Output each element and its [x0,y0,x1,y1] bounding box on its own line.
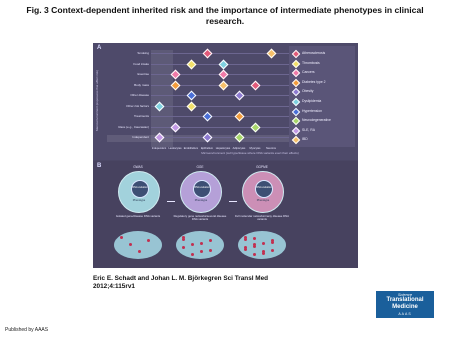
figure-title: Fig. 3 Context-dependent inherited risk and the importance of intermediate phenotypes in clinical research. [26,5,424,26]
row-label: Other disease [130,93,149,97]
column-label: Myocytes [249,147,261,150]
highlight-column [151,50,173,147]
panel-a-x-axis-label: Microenvironment (cell type/tissue where DNA variants exert their effects) [201,151,299,155]
panel-b-column-note: Regulatory gene networks/several disease DNA variants [173,214,227,222]
panel-b [93,161,358,268]
panel-b-column-note: Isolated gene/disease DNA variants [115,214,161,218]
panel-a-letter: A [97,45,102,51]
panel-b-letter: B [97,163,102,169]
panel-b-column-head: GGPME [256,165,268,169]
variant-dot [182,238,185,241]
panel-b-column [171,165,229,265]
disease-diamond [251,80,261,90]
legend-swatch [292,98,300,106]
logo-medicine: Medicine [392,304,418,310]
variant-dot [253,245,256,248]
panel-a [93,43,358,160]
legend-swatch [292,79,300,87]
variant-dot [191,243,194,246]
legend [289,46,355,147]
citation-reference: 2012;4:115rv1 [93,283,135,290]
legend-item [293,88,355,95]
column-label: Adipocytes [232,147,246,150]
row-label: Body mass [134,82,149,87]
legend-label: Dyslipidemia [302,99,322,103]
column-label: Leukocytes [168,147,182,150]
legend-item [293,117,355,124]
phenotype-label: Phenotype [256,199,270,202]
legend-label: Thrombosis [302,60,320,65]
variant-dot [209,249,212,252]
variant-dot [253,237,256,240]
legend-item [293,79,355,86]
legend-label: Obesity [302,89,314,94]
legend-swatch [292,50,300,58]
disease-diamond [219,70,229,80]
disease-diamond [235,112,245,122]
legend-swatch [292,136,300,144]
column-label: Endothelium [183,147,199,150]
legend-label: Diabetes type 2 [302,79,326,84]
legend-label: SLE, RA [302,127,316,132]
variant-dot [147,239,150,242]
dna-variation-node [255,180,273,198]
variant-dot [253,253,256,256]
dna-variation-node [193,180,211,198]
row-label: Smoking [137,51,149,55]
figure-image [93,43,358,268]
legend-label: IBD [302,137,308,142]
row-label: Food intake [133,61,149,66]
variant-dot [129,243,132,246]
journal-logo [376,291,434,318]
disease-diamond [219,59,229,69]
dna-variation-node [131,180,149,198]
variant-dot [200,250,203,253]
disease-diamond [203,112,213,122]
legend-label: Neurodegenerative [302,118,331,123]
variant-dot [191,253,194,256]
logo-science: Science [397,292,413,297]
variant-dot [244,238,247,241]
logo-translational: Translational [386,297,424,303]
phenotype-label: Phenotype [132,199,146,202]
variant-dot [138,250,141,253]
variant-dot [182,246,185,249]
citation [93,275,293,291]
panel-b-column [233,165,291,265]
disease-diamond [203,49,213,59]
network-blob [114,231,162,259]
legend-label: Cancers [302,70,315,75]
publisher-note: Published by AAAS [5,327,49,333]
row-label: Race (e.g., Caucasian) [118,124,149,129]
legend-item [293,60,355,67]
legend-item [293,136,355,143]
panel-a-y-axis-label: Macroenvironment (exposures that affect risk) [95,70,99,132]
variant-dot [271,249,274,252]
citation-authors: Eric E. Schadt and Johan L. M. Björkegren Sci Transl Med [93,275,269,282]
dna-variation-label: DNA variation [256,186,272,189]
variant-dot [200,242,203,245]
disease-diamond [235,91,245,101]
legend-swatch [292,117,300,125]
disease-diamond [267,49,277,59]
panel-b-column-head: GWAS [133,165,143,169]
variant-dot [120,236,123,239]
legend-item [293,50,355,57]
row-label: Exercise [137,72,149,76]
panel-b-column [109,165,167,265]
disease-diamond [187,91,197,101]
phenotype-label: Phenotype [194,199,208,202]
variant-dot [262,242,265,245]
variant-dot [271,241,274,244]
dna-variation-label: DNA variation [132,186,148,189]
legend-swatch [292,59,300,67]
legend-swatch [292,69,300,77]
panel-b-column-note: Full molecular networks/many disease DNA variants [234,214,290,222]
cell-diagram [242,171,284,213]
legend-item [293,98,355,105]
column-label: Epithelium [200,147,214,150]
legend-item [293,127,355,134]
legend-swatch [292,127,300,135]
disease-diamond [187,59,197,69]
row-label: Treatments [133,114,149,118]
variant-dot [262,252,265,255]
dna-variation-label: DNA variation [194,186,210,189]
legend-item [293,69,355,76]
row-label: Independent [132,135,149,139]
legend-label: Hypertension [302,108,322,113]
network-blob [176,231,224,259]
variant-dot [244,248,247,251]
variant-dot [209,239,212,242]
column-label: Hepatocytes [215,147,231,150]
column-label: Neurons [266,147,276,150]
network-blob [238,231,286,259]
legend-swatch [292,107,300,115]
legend-swatch [292,88,300,96]
disease-diamond [219,80,229,90]
panel-b-column-head: GGE [196,165,204,169]
disease-diamond [187,101,197,111]
legend-label: Atherosclerosis [302,51,326,55]
cell-diagram [118,171,160,213]
cell-diagram [180,171,222,213]
logo-aaas: AAAS [398,312,412,316]
row-label: Other risk factors [126,103,149,108]
disease-diamond [251,122,261,132]
legend-item [293,108,355,115]
column-label: Independent [151,147,167,150]
